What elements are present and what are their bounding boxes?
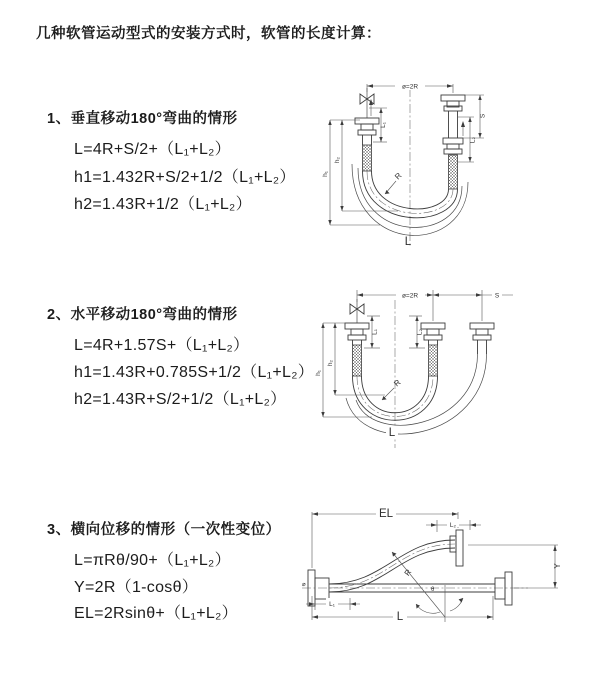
right-pipe-fitting bbox=[441, 95, 465, 189]
dimension-l2 bbox=[426, 519, 481, 532]
dim-label-l: L bbox=[396, 611, 404, 623]
braided-section bbox=[363, 145, 372, 171]
section1-formula-h2: h2=1.43R+1/2（L₁+L₂） bbox=[74, 196, 252, 213]
right-flange bbox=[495, 572, 512, 605]
section2-formula-L: L=4R+1.57S+（L₁+L₂） bbox=[74, 337, 250, 354]
section2-heading: 2、水平移动180°弯曲的情形 bbox=[47, 307, 238, 323]
dimension-y bbox=[468, 545, 562, 588]
dim-label-l1: L₁ bbox=[329, 601, 335, 608]
dim-label-h1: h₁ bbox=[322, 171, 329, 177]
section3-formula-L: L=πRθ/90+（L₁+L₂） bbox=[74, 552, 231, 569]
left-pipe-fitting bbox=[355, 118, 379, 171]
section3-formula-Y: Y=2R（1-cosθ） bbox=[74, 579, 199, 596]
dim-label-l: L bbox=[404, 236, 412, 248]
dimension-h1 bbox=[315, 323, 372, 417]
dim-label-l2: L₂ bbox=[416, 328, 424, 336]
section1-heading: 1、垂直移动180°弯曲的情形 bbox=[47, 111, 238, 127]
dim-label-el: EL bbox=[378, 508, 394, 520]
dim-label-s: S bbox=[494, 292, 500, 300]
dimension-l2 bbox=[458, 117, 477, 162]
dim-label-diameter: ø=2R bbox=[401, 292, 419, 300]
dimension-s bbox=[433, 290, 513, 321]
dim-label-r: R bbox=[392, 377, 403, 389]
dim-label-s: S bbox=[479, 113, 487, 119]
dim-label-r: R bbox=[393, 171, 404, 182]
radius-callout bbox=[382, 378, 403, 400]
section1-formula-h1: h1=1.432R+S/2+1/2（L₁+L₂） bbox=[74, 169, 296, 186]
braided-section bbox=[449, 155, 458, 189]
dim-label-l1: L₁ bbox=[380, 122, 387, 128]
dimension-l2 bbox=[409, 316, 425, 348]
section2-formula-h1: h1=1.43R+0.785S+1/2（L₁+L₂） bbox=[74, 364, 315, 381]
section3-heading: 3、横向位移的情形（一次性变位） bbox=[47, 522, 281, 538]
centerline-mark: ⌀ bbox=[302, 582, 306, 588]
dim-label-l2: L₂ bbox=[449, 522, 457, 529]
dim-label-theta: θ bbox=[431, 587, 435, 593]
dim-label-l: L bbox=[388, 427, 396, 439]
dimension-el bbox=[312, 506, 458, 568]
diagram-horizontal-180-bend bbox=[310, 278, 600, 462]
dimension-s bbox=[463, 95, 487, 138]
radius-callout bbox=[385, 171, 404, 194]
dim-label-r: R bbox=[402, 567, 414, 578]
dim-label-h2: h₂ bbox=[334, 156, 341, 164]
left-pipe-fitting bbox=[345, 323, 369, 376]
diagram-lateral-displacement bbox=[300, 500, 600, 660]
dim-label-l1: L₁ bbox=[371, 329, 379, 335]
section1-formula-L: L=4R+S/2+（L₁+L₂） bbox=[74, 141, 231, 158]
dim-label-h2: h₂ bbox=[327, 359, 334, 367]
middle-pipe-fitting bbox=[421, 323, 445, 376]
dimension-l1 bbox=[306, 598, 360, 610]
dim-label-y: Y bbox=[553, 563, 562, 569]
dim-label-h1: h₁ bbox=[315, 370, 322, 376]
movement-arrow-up bbox=[369, 99, 465, 136]
dimension-l bbox=[312, 596, 493, 623]
dim-label-l2: L₂ bbox=[469, 136, 477, 144]
right-pipe-fitting bbox=[470, 323, 494, 354]
diagram-vertical-180-bend bbox=[310, 68, 600, 263]
page-title: 几种软管运动型式的安装方式时，软管的长度计算： bbox=[36, 26, 381, 42]
section3-formula-EL: EL=2Rsinθ+（L₁+L₂） bbox=[74, 605, 238, 622]
hose-position-2 bbox=[346, 354, 487, 434]
dimension-l1 bbox=[364, 316, 380, 348]
dim-label-diameter: ø=2R bbox=[401, 83, 419, 91]
section2-formula-h2: h2=1.43R+S/2+1/2（L₁+L₂） bbox=[74, 391, 287, 408]
